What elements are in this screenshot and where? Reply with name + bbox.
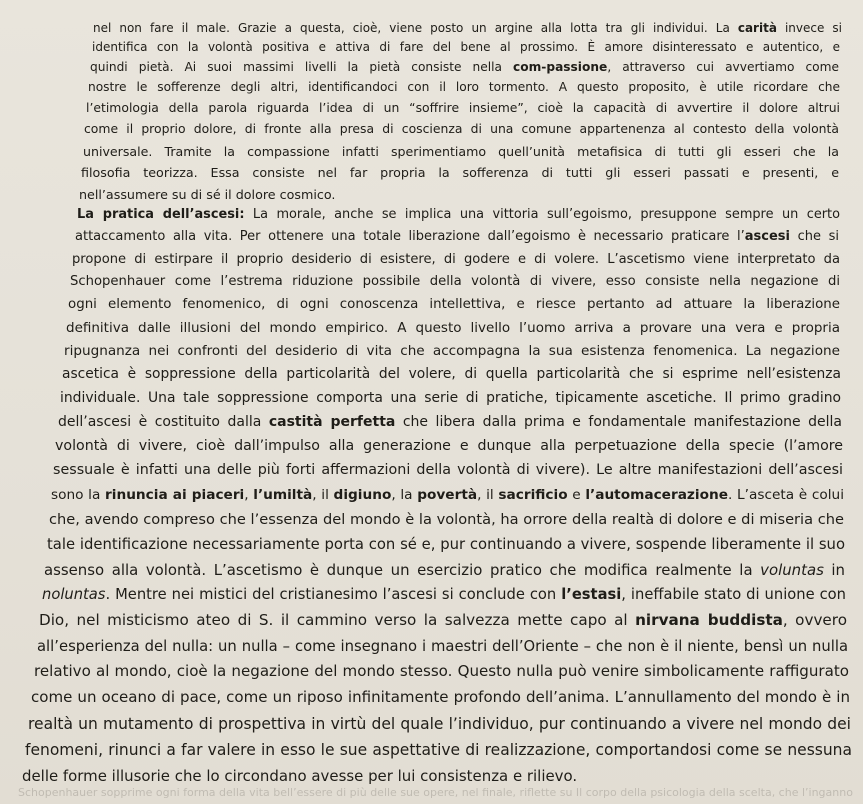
text-line-8: filosofia teorizza. Essa consiste nel far propria la sofferenza di tutti gli esseri passati e presenti, e bbox=[81, 165, 839, 180]
text-line-33: delle forme illusorie che lo circondano avesse per lui consistenza e rilievo. bbox=[22, 767, 578, 785]
text-line-12: propone di estirpare il proprio desiderio di esistere, di godere e di volere. L’ascetismo viene interpretato da bbox=[72, 252, 840, 267]
text-line-30: come un oceano di pace, come un riposo infinitamente profondo dell’anima. L’annullamento del mondo è in bbox=[31, 688, 850, 706]
text-line-5: l’etimologia della parola riguarda l’idea di un “soffrire insieme”, cioè la capacità di avvertire il dolore altrui bbox=[86, 100, 840, 115]
text-line-26: noluntas. Mentre nei mistici del cristianesimo l’ascesi si conclude con l’estasi, ineffabile stato di unione con bbox=[42, 586, 846, 603]
text-line-28: all’esperienza del nulla: un nulla – come insegnano i maestri dell’Oriente – che non è il niente, bensì un nulla bbox=[37, 638, 848, 655]
text-line-19: dell’ascesi è costituito dalla castità perfetta che libera dalla prima e fondamentale manifestazione della bbox=[58, 414, 842, 430]
bleed-through-text: Schopenhauer sopprime ogni forma della vita bell’essere di più delle sue opere, nel finale, riflette su Il corpo della psicologia della scelta, che l’inganno bbox=[18, 786, 853, 799]
text-line-23: che, avendo compreso che l’essenza del mondo è la volontà, ha orrore della realtà di dolore e di miseria che bbox=[49, 511, 844, 528]
text-line-9: nell’assumere su di sé il dolore cosmico. bbox=[79, 187, 336, 202]
text-line-29: relativo al mondo, cioè la negazione del mondo stesso. Questo nulla può venire simbolicamente raffigurato bbox=[34, 662, 849, 680]
text-line-31: realtà un mutamento di prospettiva in virtù del quale l’individuo, pur continuando a vivere nel mondo dei bbox=[28, 715, 851, 733]
text-line-20: volontà di vivere, cioè dall’impulso alla generazione e dunque alla perpetuazione della specie (l’amore bbox=[55, 438, 843, 454]
text-line-3: quindi pietà. Ai suoi massimi livelli la pietà consiste nella com-passione, attraverso cui avvertiamo come bbox=[90, 60, 839, 74]
text-line-25: assenso alla volontà. L’ascetismo è dunque un esercizio pratico che modifica realmente la voluntas in bbox=[44, 561, 845, 579]
text-line-4: nostre le sofferenze degli altri, identificandoci con il loro tormento. A questo proposito, è utile ricordare che bbox=[88, 80, 840, 94]
text-line-27: Dio, nel misticismo ateo di S. il cammino verso la salvezza mette capo al nirvana buddista, ovvero bbox=[39, 611, 847, 629]
text-line-2: identifica con la volontà positiva e attiva di fare del bene al prossimo. È amore disinteressato e autentico, e bbox=[92, 40, 840, 54]
text-line-24: tale identificazione necessariamente porta con sé e, pur continuando a vivere, sospende liberamente il suo bbox=[47, 536, 845, 553]
text-line-18: individuale. Una tale soppressione comporta una serie di pratiche, tipicamente ascetiche. Il primo gradino bbox=[60, 390, 841, 406]
text-line-17: ascetica è soppressione della particolarità del volere, di quella particolarità che si esprime nell’esistenza bbox=[62, 366, 841, 382]
text-line-13: Schopenhauer come l’estrema riduzione possibile della volontà di vivere, esso consiste nella negazione di bbox=[70, 274, 840, 289]
text-line-32: fenomeni, rinunci a far valere in esso le sue aspettative di realizzazione, comportandosi come se nessuna bbox=[25, 741, 852, 759]
text-line-15: definitiva dalle illusioni del mondo empirico. A questo livello l’uomo arriva a provare una vera e propria bbox=[66, 320, 840, 336]
text-line-11: attaccamento alla vita. Per ottenere una totale liberazione dall’egoismo è necessario praticare l’ascesi che si bbox=[75, 229, 839, 244]
text-line-1: nel non fare il male. Grazie a questa, cioè, viene posto un argine alla lotta tra gli individui. La carità invece si bbox=[93, 21, 842, 35]
text-line-21: sessuale è infatti una delle più forti affermazioni della volontà di vivere). Le altre manifestazioni dell’ascesi bbox=[53, 462, 843, 478]
text-line-16: ripugnanza nei confronti del desiderio di vita che accompagna la sua esistenza fenomenica. La negazione bbox=[64, 343, 840, 359]
text-line-7: universale. Tramite la compassione infatti sperimentiamo quell’unità metafisica di tutti gli esseri che la bbox=[83, 144, 839, 159]
text-line-6: come il proprio dolore, di fronte alla presa di coscienza di una comune appartenenza al contesto della volontà bbox=[84, 121, 839, 136]
text-line-22: sono la rinuncia ai piaceri, l’umiltà, il digiuno, la povertà, il sacrificio e l’automacerazione. L’asceta è colui bbox=[51, 487, 845, 503]
text-line-10: La pratica dell’ascesi: La morale, anche se implica una vittoria sull’egoismo, presuppone sempre un certo bbox=[77, 207, 840, 222]
text-line-14: ogni elemento fenomenico, di ogni conoscenza intellettiva, e riesce pertanto ad attuare la liberazione bbox=[68, 297, 840, 312]
